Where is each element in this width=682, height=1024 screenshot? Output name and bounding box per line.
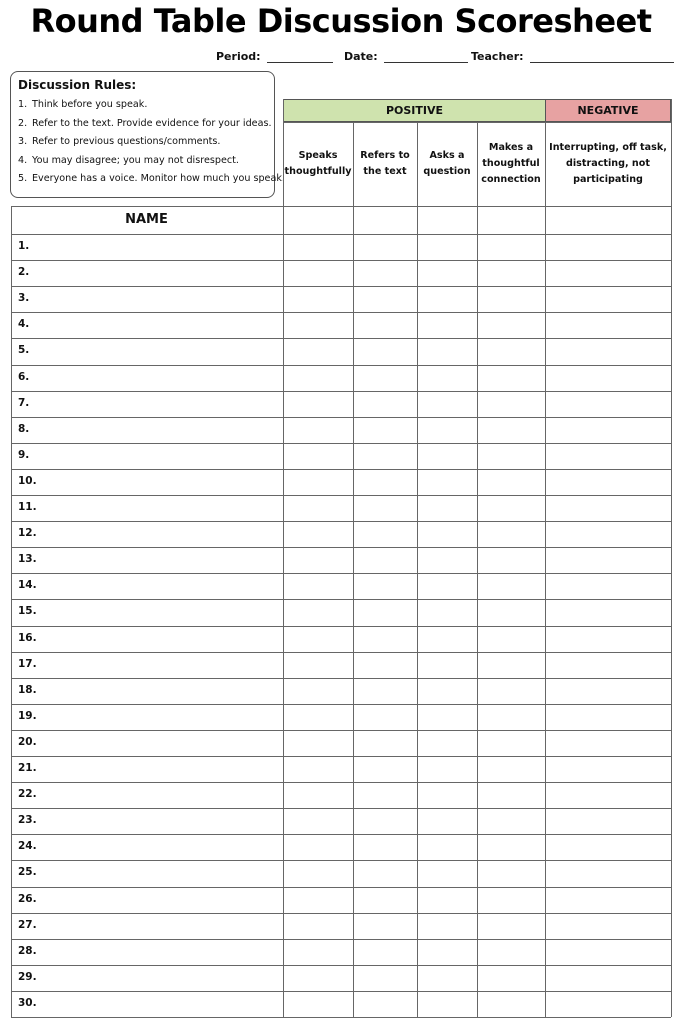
rule-number: 2. [18,117,28,129]
row-divider [11,991,671,992]
row-divider [11,521,671,522]
row-divider [11,443,671,444]
row-divider [11,391,671,392]
row-divider [11,417,671,418]
row-number: 26. [18,893,37,905]
row-number: 25. [18,866,37,878]
rule-text: Think before you speak. [32,99,148,110]
row-number: 27. [18,919,37,931]
row-number: 15. [18,605,37,617]
rule-number: 3. [18,136,28,148]
row-number: 5. [18,344,30,356]
column-header: Speaks thoughtfully [284,150,352,177]
row-number: 1. [18,240,30,252]
name-column-right-border [283,99,284,1017]
column-header: Makes a thoughtful connection [481,142,541,185]
rule-item [18,96,267,115]
teacher-blank[interactable] [530,50,674,63]
row-number: 18. [18,684,37,696]
row-number: 22. [18,788,37,800]
teacher-field[interactable] [471,50,674,63]
row-divider [11,782,671,783]
row-number: 4. [18,318,30,330]
row-number: 28. [18,945,37,957]
rule-text: Everyone has a voice. Monitor how much you speak. [32,173,285,185]
row-number: 12. [18,527,37,539]
row-number: 7. [18,397,30,409]
row-number: 23. [18,814,37,826]
period-blank[interactable] [267,50,333,63]
negative-header: NEGATIVE [545,99,671,122]
rule-text: You may disagree; you may not disrespect. [32,154,239,166]
row-number: 30. [18,997,37,1009]
date-label: Date: [344,50,378,63]
row-divider [11,965,671,966]
rule-number: 1. [18,99,28,110]
column-divider [353,122,354,1017]
row-number: 19. [18,710,37,722]
row-divider [11,365,671,366]
row-number: 29. [18,971,37,983]
table-left-border [11,206,12,1017]
name-column-header: NAME [125,212,168,227]
date-field[interactable] [344,50,468,63]
row-divider [11,756,671,757]
row-number: 9. [18,449,30,461]
column-header: Refers to the text [360,150,410,177]
row-number: 10. [18,475,37,487]
row-number: 13. [18,553,37,565]
row-divider [11,678,671,679]
row-divider [11,834,671,835]
row-number: 17. [18,658,37,670]
row-divider [11,573,671,574]
row-divider [11,599,671,600]
discussion-rules-box [10,71,285,198]
row-number: 6. [18,371,30,383]
rule-number: 5. [18,173,28,185]
row-number: 14. [18,579,37,591]
column-divider [477,122,478,1017]
row-divider [11,652,671,653]
rule-text: Refer to the text. Provide evidence for your ideas. [32,117,272,129]
row-divider [11,338,671,339]
row-number: 11. [18,501,37,513]
row-divider [11,913,671,914]
row-divider [11,860,671,861]
rule-item [18,152,267,171]
row-divider [11,469,671,470]
rule-item [18,170,285,189]
date-blank[interactable] [384,50,468,63]
row-divider [11,704,671,705]
period-label: Period: [216,50,261,63]
positive-header: POSITIVE [283,99,546,122]
row-number: 8. [18,423,30,435]
name-header-bottom-line [11,234,671,235]
row-divider [11,808,671,809]
row-divider [11,939,671,940]
row-divider [11,1017,671,1018]
column-header: Interrupting, off task, distracting, not participating [549,142,667,185]
rule-item [18,133,267,152]
page-title: Round Table Discussion Scoresheet [30,2,652,40]
rules-title: Discussion Rules: [18,78,137,92]
row-divider [11,312,671,313]
header-bottom-line [11,206,671,207]
row-divider [11,626,671,627]
row-divider [11,887,671,888]
row-number: 16. [18,632,37,644]
period-field[interactable] [216,50,333,63]
row-number: 21. [18,762,37,774]
table-right-border [671,99,672,1017]
column-divider [417,122,418,1017]
column-divider [545,122,546,1017]
rule-text: Refer to previous questions/comments. [32,136,221,148]
row-number: 20. [18,736,37,748]
column-header: Asks a question [423,150,471,177]
row-number: 3. [18,292,30,304]
row-divider [11,730,671,731]
rule-number: 4. [18,154,28,166]
row-divider [11,495,671,496]
rule-item [18,115,272,134]
teacher-label: Teacher: [471,50,524,63]
row-number: 24. [18,840,37,852]
header-fields [0,50,682,68]
row-divider [11,260,671,261]
row-divider [11,286,671,287]
row-divider [11,547,671,548]
rules-list [18,96,285,189]
row-number: 2. [18,266,30,278]
